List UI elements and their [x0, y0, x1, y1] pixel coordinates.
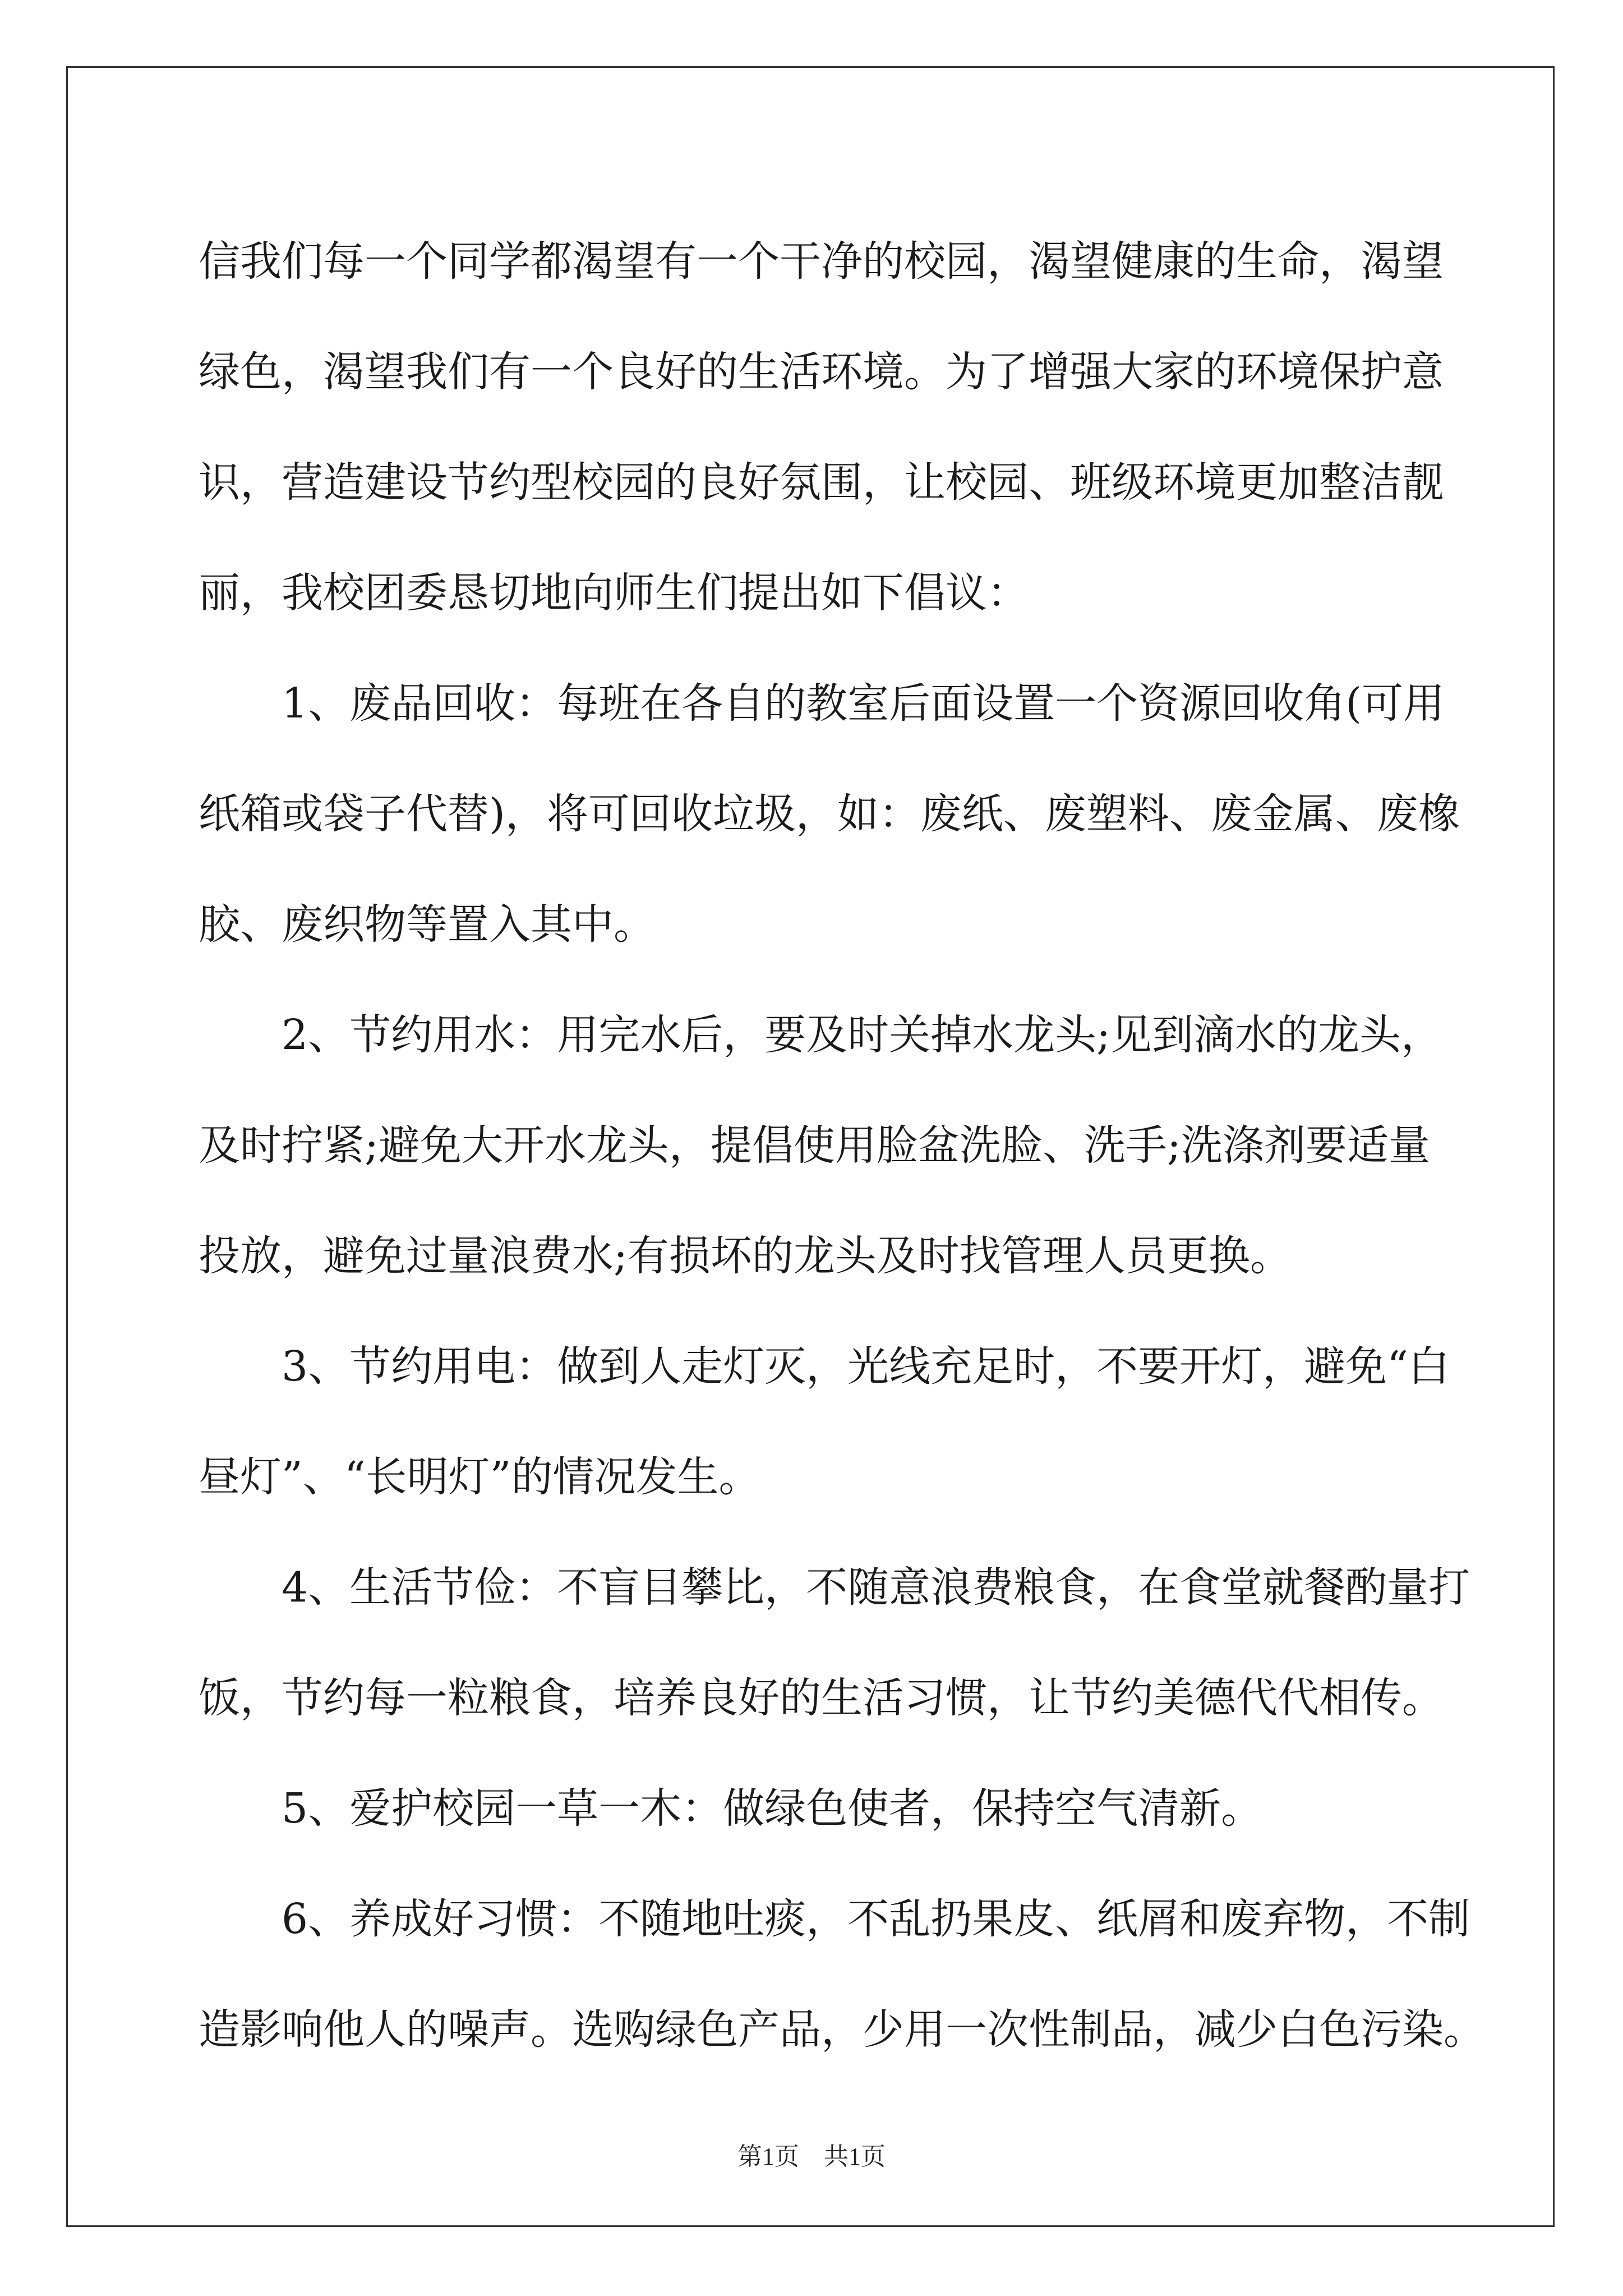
- page-footer: 第1页 共1页: [737, 2143, 886, 2170]
- text-line: 2、节约用水：用完水后，要及时关掉水龙头;见到滴水的龙头，: [199, 1011, 1443, 1059]
- text-line: 胶、废织物等置入其中。: [199, 900, 655, 949]
- text-line: 丽，我校团委恳切地向师生们提出如下倡议：: [199, 569, 1029, 617]
- text-line: 4、生活节俭：不盲目攀比，不随意浪费粮食，在食堂就餐酌量打: [199, 1563, 1470, 1612]
- text-line: 饭，节约每一粒粮食，培养良好的生活习惯，让节约美德代代相传。: [199, 1674, 1444, 1722]
- document-body: [199, 206, 1485, 2085]
- text-line: 投放，避免过量浪费水;有损坏的龙头及时找管理人员更换。: [199, 1232, 1292, 1280]
- text-line: 绿色，渴望我们有一个良好的生活环境。为了增强大家的环境保护意: [199, 348, 1444, 396]
- text-line: 5、爱护校园一草一木：做绿色使者，保持空气清新。: [199, 1784, 1263, 1833]
- text-line: 昼灯”、“长明灯”的情况发生。: [199, 1453, 760, 1501]
- text-line: 纸箱或袋子代替)，将可回收垃圾，如：废纸、废塑料、废金属、废橡: [199, 790, 1460, 838]
- text-line: 3、节约用电：做到人走灯灭，光线充足时，不要开灯，避免“白: [199, 1342, 1450, 1391]
- text-line: 及时拧紧;避免大开水龙头，提倡使用脸盆洗脸、洗手;洗涤剂要适量: [199, 1121, 1430, 1170]
- text-line: 信我们每一个同学都渴望有一个干净的校园，渴望健康的生命，渴望: [199, 237, 1444, 286]
- text-line: 1、废品回收：每班在各自的教室后面设置一个资源回收角(可用: [199, 679, 1445, 728]
- text-line: 造影响他人的噪声。选购绿色产品，少用一次性制品，减少白色污染。: [199, 2005, 1485, 2054]
- text-line: 6、养成好习惯：不随地吐痰，不乱扔果皮、纸屑和废弃物，不制: [199, 1895, 1470, 1943]
- text-line: 识，营造建设节约型校园的良好氛围，让校园、班级环境更加整洁靓: [199, 458, 1444, 507]
